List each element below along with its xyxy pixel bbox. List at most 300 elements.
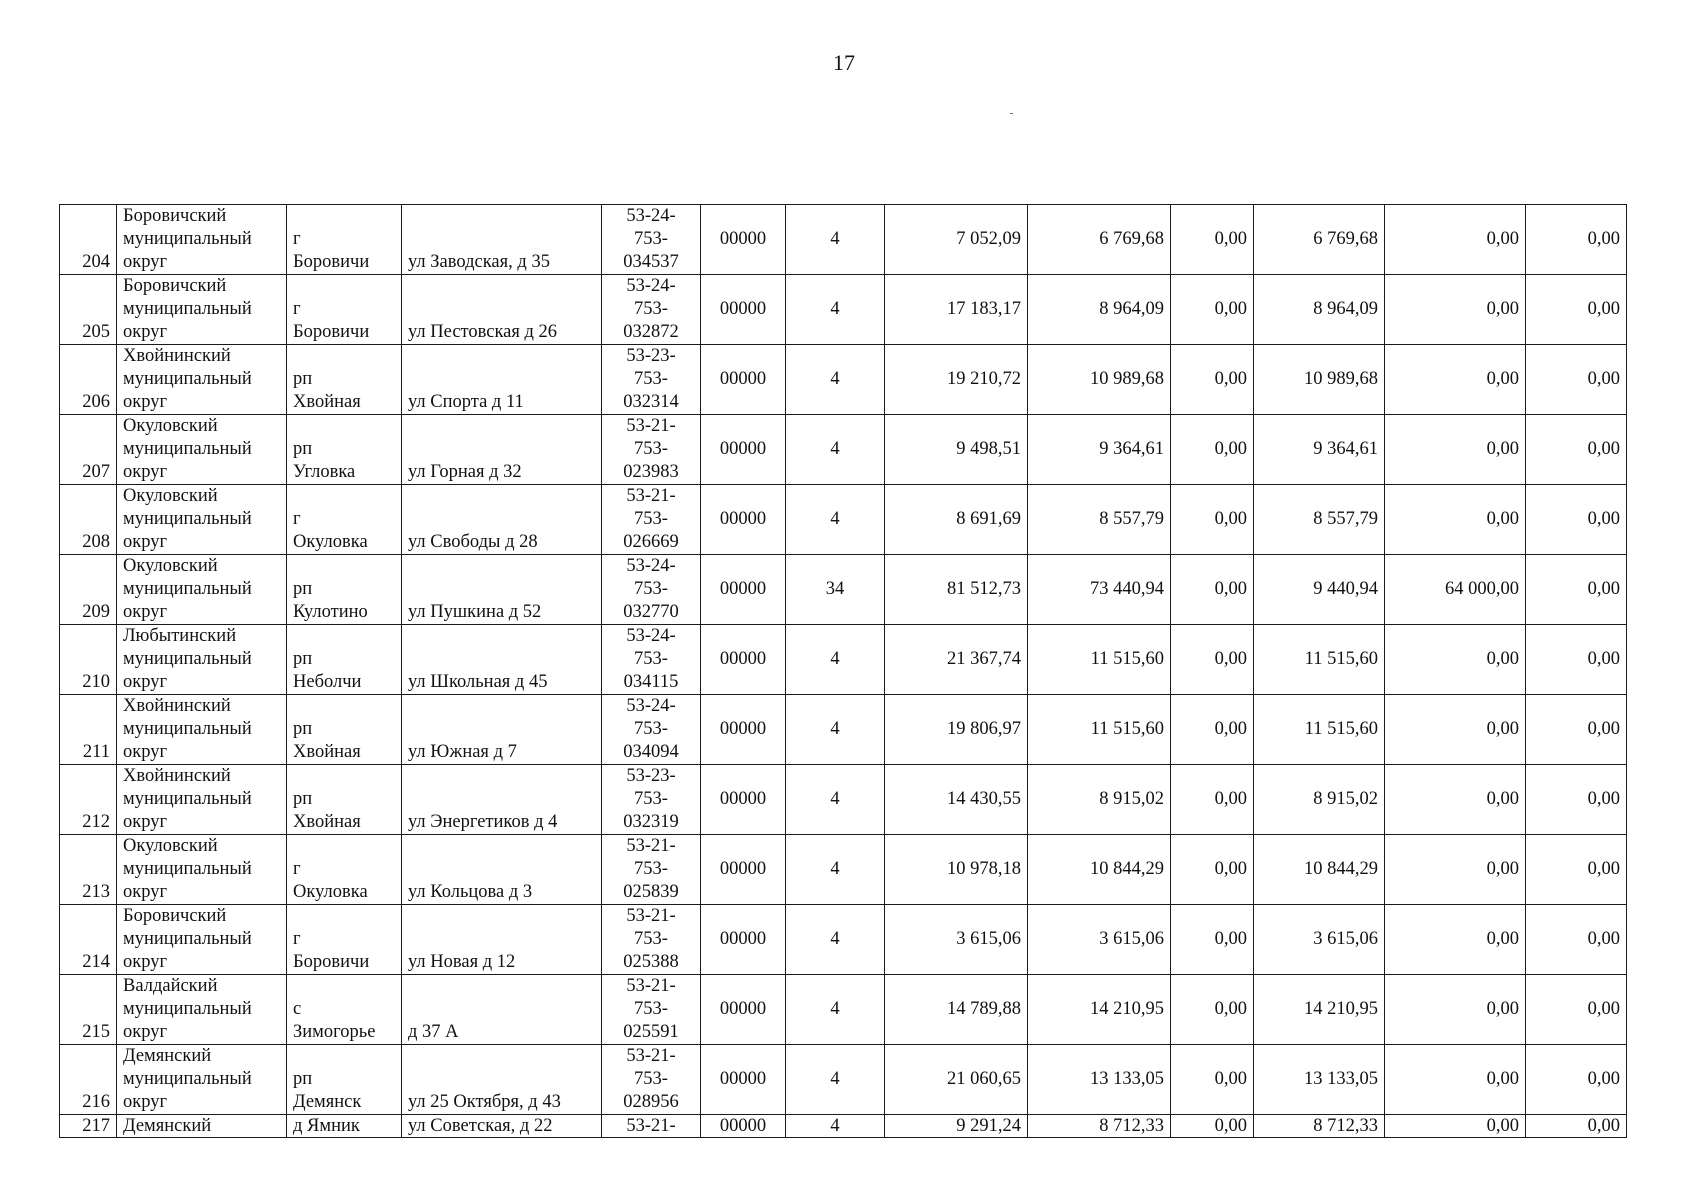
amount-cell-2 bbox=[1028, 905, 1171, 975]
object-code-part: 753- bbox=[634, 719, 668, 739]
amount-cell-3 bbox=[1171, 835, 1254, 905]
amount-value: 0,00 bbox=[1486, 649, 1519, 669]
object-code-part: 53-24- bbox=[626, 556, 676, 576]
row-number: 207 bbox=[82, 462, 110, 482]
amount-cell-6 bbox=[1526, 345, 1627, 415]
amount-value: 0,00 bbox=[1486, 719, 1519, 739]
district-kind: муниципальный bbox=[123, 859, 252, 879]
amount-value: 0,00 bbox=[1587, 1115, 1620, 1136]
amount-value: 11 515,60 bbox=[1304, 649, 1378, 669]
kbk-code: 00000 bbox=[719, 229, 767, 249]
amount-value: 0,00 bbox=[1587, 439, 1620, 459]
row-number-cell bbox=[60, 485, 117, 555]
object-code-part: 53-24- bbox=[626, 696, 676, 716]
amount-value: 0,00 bbox=[1486, 299, 1519, 319]
amount-value: 14 210,95 bbox=[1304, 999, 1378, 1019]
amount-value: 6 769,68 bbox=[1099, 229, 1164, 249]
count-value: 4 bbox=[830, 999, 840, 1019]
locality-cell bbox=[287, 415, 402, 485]
district-unit: округ bbox=[123, 602, 168, 622]
object-code-part: 53-21- bbox=[626, 836, 676, 856]
address-cell bbox=[402, 835, 602, 905]
object-code-part: 026669 bbox=[623, 532, 679, 552]
locality-name: Хвойная bbox=[293, 742, 361, 762]
row-number-cell bbox=[60, 905, 117, 975]
amount-value: 64 000,00 bbox=[1445, 579, 1519, 599]
object-code-cell bbox=[602, 625, 701, 695]
address-cell bbox=[402, 555, 602, 625]
kbk-cell bbox=[701, 835, 786, 905]
amount-value: 9 440,94 bbox=[1313, 579, 1378, 599]
table-row bbox=[60, 905, 1627, 975]
address-text: ул Заводская, д 35 bbox=[408, 252, 550, 272]
kbk-code: 00000 bbox=[719, 719, 767, 739]
amount-value: 0,00 bbox=[1486, 999, 1519, 1019]
table-row bbox=[60, 625, 1627, 695]
total-cell bbox=[885, 485, 1028, 555]
district-unit: округ bbox=[123, 812, 168, 832]
total-cell bbox=[885, 1045, 1028, 1115]
locality-cell bbox=[287, 1115, 402, 1138]
total-cell bbox=[885, 625, 1028, 695]
amount-value: 0,00 bbox=[1486, 509, 1519, 529]
amount-value: 0,00 bbox=[1214, 719, 1247, 739]
amount-cell-2 bbox=[1028, 275, 1171, 345]
kbk-cell bbox=[701, 485, 786, 555]
count-value: 4 bbox=[830, 299, 840, 319]
address-cell bbox=[402, 625, 602, 695]
total-value: 81 512,73 bbox=[947, 579, 1021, 599]
amount-value: 13 133,05 bbox=[1090, 1069, 1164, 1089]
count-cell bbox=[786, 485, 885, 555]
kbk-cell bbox=[701, 275, 786, 345]
locality-type: рп bbox=[293, 579, 313, 599]
total-value: 19 806,97 bbox=[947, 719, 1021, 739]
locality-cell bbox=[287, 625, 402, 695]
kbk-cell bbox=[701, 625, 786, 695]
object-code-cell bbox=[602, 1045, 701, 1115]
district-cell bbox=[117, 625, 287, 695]
amount-cell-4 bbox=[1254, 205, 1385, 275]
amount-cell-4 bbox=[1254, 555, 1385, 625]
locality-cell bbox=[287, 345, 402, 415]
row-number-cell bbox=[60, 275, 117, 345]
object-code-part: 53-24- bbox=[626, 276, 676, 296]
total-value: 14 430,55 bbox=[947, 789, 1021, 809]
locality-cell bbox=[287, 275, 402, 345]
amount-cell-5 bbox=[1385, 1045, 1526, 1115]
object-code-part: 753- bbox=[634, 859, 668, 879]
district-unit: округ bbox=[123, 952, 168, 972]
row-number: 209 bbox=[82, 602, 110, 622]
amount-cell-5 bbox=[1385, 1115, 1526, 1138]
amount-cell-6 bbox=[1526, 415, 1627, 485]
kbk-cell bbox=[701, 415, 786, 485]
object-code-part: 53-21- bbox=[626, 976, 676, 996]
object-code-part: 034094 bbox=[623, 742, 679, 762]
amount-value: 0,00 bbox=[1486, 229, 1519, 249]
count-cell bbox=[786, 765, 885, 835]
total-value: 10 978,18 bbox=[947, 859, 1021, 879]
table-row bbox=[60, 415, 1627, 485]
count-value: 4 bbox=[830, 229, 840, 249]
row-number: 210 bbox=[82, 672, 110, 692]
total-cell bbox=[885, 415, 1028, 485]
amount-cell-5 bbox=[1385, 765, 1526, 835]
district-cell bbox=[117, 205, 287, 275]
address-text: ул Кольцова д 3 bbox=[408, 882, 533, 902]
locality-type: рп bbox=[293, 789, 313, 809]
address-text: ул Энергетиков д 4 bbox=[408, 812, 558, 832]
object-code-cell bbox=[602, 835, 701, 905]
total-value: 3 615,06 bbox=[956, 929, 1021, 949]
district-cell bbox=[117, 275, 287, 345]
kbk-code: 00000 bbox=[719, 369, 767, 389]
amount-cell-2 bbox=[1028, 625, 1171, 695]
amount-value: 13 133,05 bbox=[1304, 1069, 1378, 1089]
amount-value: 8 915,02 bbox=[1313, 789, 1378, 809]
amount-cell-2 bbox=[1028, 835, 1171, 905]
address-cell bbox=[402, 695, 602, 765]
object-code-part: 53-21- bbox=[626, 1115, 676, 1136]
object-code-part: 025839 bbox=[623, 882, 679, 902]
amount-value: 0,00 bbox=[1587, 929, 1620, 949]
row-number: 211 bbox=[82, 742, 110, 762]
address-text: ул Спорта д 11 bbox=[408, 392, 524, 412]
amount-cell-5 bbox=[1385, 485, 1526, 555]
amount-cell-4 bbox=[1254, 625, 1385, 695]
address-cell bbox=[402, 345, 602, 415]
amount-cell-6 bbox=[1526, 625, 1627, 695]
district-name: Хвойнинский bbox=[123, 766, 231, 786]
total-value: 21 367,74 bbox=[947, 649, 1021, 669]
table-row-partial bbox=[60, 1115, 1627, 1138]
amount-cell-3 bbox=[1171, 695, 1254, 765]
amount-cell-4 bbox=[1254, 275, 1385, 345]
amount-value: 0,00 bbox=[1587, 229, 1620, 249]
locality-name: Кулотино bbox=[293, 602, 368, 622]
address-cell bbox=[402, 765, 602, 835]
amount-value: 0,00 bbox=[1587, 509, 1620, 529]
kbk-code: 00000 bbox=[719, 789, 767, 809]
amount-cell-5 bbox=[1385, 835, 1526, 905]
amount-cell-6 bbox=[1526, 835, 1627, 905]
total-value: 9 498,51 bbox=[956, 439, 1021, 459]
amount-value: 3 615,06 bbox=[1099, 929, 1164, 949]
table-row bbox=[60, 835, 1627, 905]
kbk-cell bbox=[701, 975, 786, 1045]
district-name: Боровичский bbox=[123, 206, 227, 226]
page-number: 17 bbox=[833, 50, 855, 75]
amount-value: 73 440,94 bbox=[1090, 579, 1164, 599]
amount-value: 11 515,60 bbox=[1090, 649, 1164, 669]
object-code-cell bbox=[602, 485, 701, 555]
count-cell bbox=[786, 275, 885, 345]
district-kind: муниципальный bbox=[123, 299, 252, 319]
total-cell bbox=[885, 765, 1028, 835]
row-number: 212 bbox=[82, 812, 110, 832]
count-value: 4 bbox=[830, 509, 840, 529]
locality-name: Боровичи bbox=[293, 952, 370, 972]
locality-cell bbox=[287, 905, 402, 975]
address-cell bbox=[402, 975, 602, 1045]
total-value: 19 210,72 bbox=[947, 369, 1021, 389]
row-number: 216 bbox=[82, 1092, 110, 1112]
object-code-part: 032770 bbox=[623, 602, 679, 622]
object-code-part: 028956 bbox=[623, 1092, 679, 1112]
amount-value: 11 515,60 bbox=[1090, 719, 1164, 739]
amount-value: 0,00 bbox=[1587, 999, 1620, 1019]
amount-cell-3 bbox=[1171, 905, 1254, 975]
amount-value: 0,00 bbox=[1486, 369, 1519, 389]
amount-value: 11 515,60 bbox=[1304, 719, 1378, 739]
amount-cell-2 bbox=[1028, 555, 1171, 625]
amount-cell-2 bbox=[1028, 765, 1171, 835]
district-cell bbox=[117, 415, 287, 485]
locality-type: рп bbox=[293, 369, 313, 389]
object-code-cell bbox=[602, 695, 701, 765]
row-number: 205 bbox=[82, 322, 110, 342]
count-value: 4 bbox=[830, 649, 840, 669]
amount-cell-4 bbox=[1254, 695, 1385, 765]
object-code-part: 53-21- bbox=[626, 486, 676, 506]
district-unit: округ bbox=[123, 322, 168, 342]
amount-cell-3 bbox=[1171, 485, 1254, 555]
amount-value: 0,00 bbox=[1587, 649, 1620, 669]
amount-cell-2 bbox=[1028, 485, 1171, 555]
object-code-part: 53-21- bbox=[626, 906, 676, 926]
amount-value: 0,00 bbox=[1587, 719, 1620, 739]
address-text: ул Пестовская д 26 bbox=[408, 322, 558, 342]
total-cell bbox=[885, 975, 1028, 1045]
row-number-cell bbox=[60, 205, 117, 275]
amount-value: 0,00 bbox=[1486, 789, 1519, 809]
kbk-cell bbox=[701, 205, 786, 275]
kbk-code: 00000 bbox=[719, 649, 767, 669]
total-value: 9 291,24 bbox=[956, 1115, 1021, 1136]
district-name: Демянский bbox=[123, 1046, 212, 1066]
amount-cell-3 bbox=[1171, 205, 1254, 275]
amount-value: 8 712,33 bbox=[1099, 1115, 1164, 1136]
amount-cell-2 bbox=[1028, 1045, 1171, 1115]
object-code-part: 753- bbox=[634, 369, 668, 389]
address-text: ул 25 Октября, д 43 bbox=[408, 1092, 561, 1112]
table-body bbox=[60, 205, 1627, 1138]
locality-name: Боровичи bbox=[293, 322, 370, 342]
row-number: 213 bbox=[82, 882, 110, 902]
kbk-code: 00000 bbox=[719, 509, 767, 529]
address-cell bbox=[402, 1045, 602, 1115]
object-code-part: 753- bbox=[634, 439, 668, 459]
amount-cell-2 bbox=[1028, 415, 1171, 485]
amount-value: 8 915,02 bbox=[1099, 789, 1164, 809]
total-value: 17 183,17 bbox=[947, 299, 1021, 319]
locality-cell bbox=[287, 1045, 402, 1115]
locality-name: Окуловка bbox=[293, 532, 368, 552]
amount-value: 0,00 bbox=[1214, 859, 1247, 879]
amount-value: 8 557,79 bbox=[1313, 509, 1378, 529]
object-code-cell bbox=[602, 765, 701, 835]
total-cell bbox=[885, 555, 1028, 625]
object-code-cell bbox=[602, 415, 701, 485]
amount-value: 0,00 bbox=[1587, 1069, 1620, 1089]
row-number: 214 bbox=[82, 952, 110, 972]
amount-cell-6 bbox=[1526, 555, 1627, 625]
object-code-cell bbox=[602, 975, 701, 1045]
district-unit: округ bbox=[123, 1022, 168, 1042]
amount-cell-3 bbox=[1171, 975, 1254, 1045]
amount-cell-2 bbox=[1028, 975, 1171, 1045]
kbk-cell bbox=[701, 1115, 786, 1138]
object-code-part: 034115 bbox=[623, 672, 679, 692]
amount-value: 0,00 bbox=[1486, 439, 1519, 459]
object-code-part: 025388 bbox=[623, 952, 679, 972]
object-code-part: 753- bbox=[634, 229, 668, 249]
amount-value: 8 557,79 bbox=[1099, 509, 1164, 529]
object-code-part: 53-21- bbox=[626, 1046, 676, 1066]
amount-cell-4 bbox=[1254, 1115, 1385, 1138]
count-cell bbox=[786, 1115, 885, 1138]
count-value: 4 bbox=[830, 929, 840, 949]
total-cell bbox=[885, 1115, 1028, 1138]
district-unit: округ bbox=[123, 672, 168, 692]
amount-value: 0,00 bbox=[1587, 859, 1620, 879]
district-unit: округ bbox=[123, 742, 168, 762]
locality-name: д Ямник bbox=[293, 1115, 360, 1136]
amount-value: 0,00 bbox=[1214, 649, 1247, 669]
district-unit: округ bbox=[123, 462, 168, 482]
amount-cell-6 bbox=[1526, 765, 1627, 835]
district-unit: округ bbox=[123, 1092, 168, 1112]
table-row bbox=[60, 975, 1627, 1045]
row-number-cell bbox=[60, 1045, 117, 1115]
total-value: 21 060,65 bbox=[947, 1069, 1021, 1089]
district-kind: муниципальный bbox=[123, 509, 252, 529]
locality-name: Боровичи bbox=[293, 252, 370, 272]
locality-name: Неболчи bbox=[293, 672, 362, 692]
amount-cell-6 bbox=[1526, 695, 1627, 765]
object-code-part: 034537 bbox=[623, 252, 679, 272]
district-name: Окуловский bbox=[123, 556, 218, 576]
amount-value: 0,00 bbox=[1214, 789, 1247, 809]
count-cell bbox=[786, 975, 885, 1045]
address-text: д 37 А bbox=[408, 1022, 459, 1042]
table-row bbox=[60, 275, 1627, 345]
amount-cell-6 bbox=[1526, 975, 1627, 1045]
district-name: Окуловский bbox=[123, 416, 218, 436]
total-value: 8 691,69 bbox=[956, 509, 1021, 529]
amount-cell-5 bbox=[1385, 695, 1526, 765]
amount-value: 0,00 bbox=[1214, 999, 1247, 1019]
table-row bbox=[60, 1045, 1627, 1115]
kbk-cell bbox=[701, 345, 786, 415]
amount-cell-4 bbox=[1254, 835, 1385, 905]
total-cell bbox=[885, 695, 1028, 765]
district-name: Окуловский bbox=[123, 486, 218, 506]
district-kind: муниципальный bbox=[123, 579, 252, 599]
object-code-cell bbox=[602, 275, 701, 345]
count-value: 4 bbox=[830, 719, 840, 739]
amount-value: 0,00 bbox=[1214, 509, 1247, 529]
amount-cell-6 bbox=[1526, 1045, 1627, 1115]
table-row bbox=[60, 205, 1627, 275]
amount-cell-6 bbox=[1526, 205, 1627, 275]
amount-value: 0,00 bbox=[1587, 789, 1620, 809]
object-code-part: 032319 bbox=[623, 812, 679, 832]
row-number-cell bbox=[60, 625, 117, 695]
row-number-cell bbox=[60, 555, 117, 625]
amount-value: 0,00 bbox=[1214, 299, 1247, 319]
amount-cell-2 bbox=[1028, 205, 1171, 275]
count-cell bbox=[786, 555, 885, 625]
district-unit: округ bbox=[123, 532, 168, 552]
locality-type: г bbox=[293, 299, 301, 319]
kbk-code: 00000 bbox=[719, 299, 767, 319]
object-code-part: 53-24- bbox=[626, 206, 676, 226]
amount-cell-6 bbox=[1526, 485, 1627, 555]
locality-name: Хвойная bbox=[293, 812, 361, 832]
amount-cell-4 bbox=[1254, 485, 1385, 555]
count-cell bbox=[786, 205, 885, 275]
table-row bbox=[60, 345, 1627, 415]
locality-cell bbox=[287, 975, 402, 1045]
kbk-code: 00000 bbox=[719, 579, 767, 599]
amount-value: 0,00 bbox=[1587, 579, 1620, 599]
district-cell bbox=[117, 485, 287, 555]
amount-value: 0,00 bbox=[1486, 859, 1519, 879]
row-number: 217 bbox=[82, 1115, 110, 1136]
amount-cell-3 bbox=[1171, 345, 1254, 415]
object-code-part: 53-23- bbox=[626, 346, 676, 366]
district-cell bbox=[117, 905, 287, 975]
district-cell bbox=[117, 835, 287, 905]
amount-value: 10 844,29 bbox=[1090, 859, 1164, 879]
amount-cell-6 bbox=[1526, 275, 1627, 345]
district-cell bbox=[117, 1045, 287, 1115]
locality-name: Демянск bbox=[293, 1092, 362, 1112]
amount-cell-6 bbox=[1526, 905, 1627, 975]
district-name: Боровичский bbox=[123, 276, 227, 296]
table-row bbox=[60, 555, 1627, 625]
amount-cell-4 bbox=[1254, 975, 1385, 1045]
locality-type: рп bbox=[293, 1069, 313, 1089]
locality-cell bbox=[287, 765, 402, 835]
count-cell bbox=[786, 1045, 885, 1115]
district-name: Валдайский bbox=[123, 976, 218, 996]
object-code-part: 032314 bbox=[623, 392, 679, 412]
row-number-cell bbox=[60, 415, 117, 485]
object-code-part: 753- bbox=[634, 789, 668, 809]
count-value: 34 bbox=[825, 579, 845, 599]
district-unit: округ bbox=[123, 882, 168, 902]
object-code-part: 753- bbox=[634, 999, 668, 1019]
district-cell bbox=[117, 695, 287, 765]
amount-cell-3 bbox=[1171, 1045, 1254, 1115]
row-number-cell bbox=[60, 835, 117, 905]
locality-type: г bbox=[293, 509, 301, 529]
amount-value: 0,00 bbox=[1587, 299, 1620, 319]
address-text: ул Советская, д 22 bbox=[408, 1115, 553, 1136]
amount-cell-3 bbox=[1171, 765, 1254, 835]
amount-cell-5 bbox=[1385, 975, 1526, 1045]
amount-value: 0,00 bbox=[1214, 579, 1247, 599]
amount-cell-4 bbox=[1254, 415, 1385, 485]
amount-cell-2 bbox=[1028, 1115, 1171, 1138]
kbk-code: 00000 bbox=[719, 859, 767, 879]
district-name: Боровичский bbox=[123, 906, 227, 926]
row-number-cell bbox=[60, 345, 117, 415]
address-cell bbox=[402, 1115, 602, 1138]
